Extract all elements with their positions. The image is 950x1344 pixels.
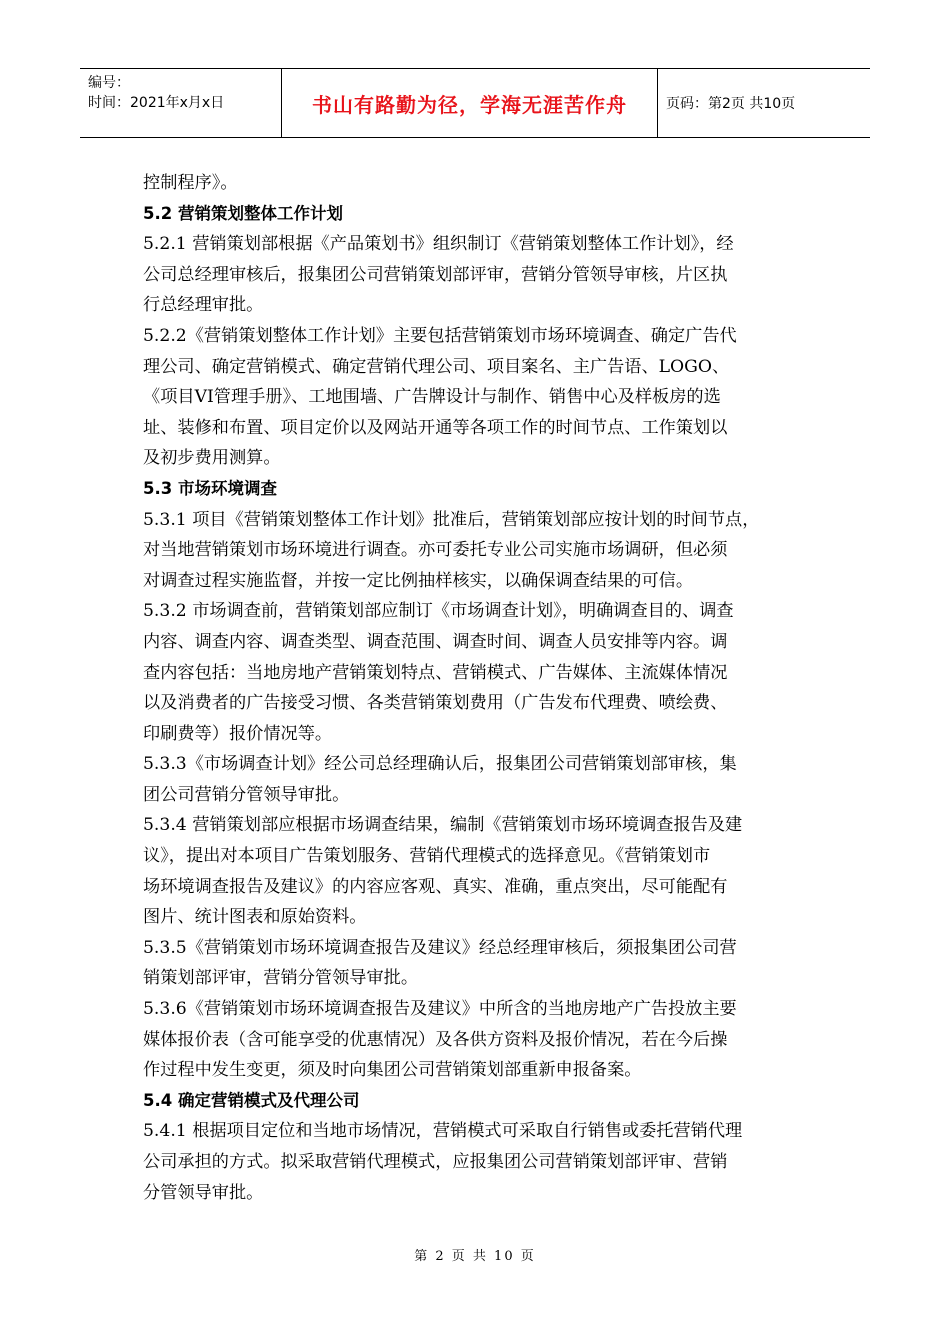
paragraph-line: 5.3.1 项目《营销策划整体工作计划》批准后，营销策划部应按计划的时间节点，: [143, 509, 760, 530]
paragraph-line: 团公司营销分管领导审批。: [143, 784, 350, 805]
time-label: 时间：2021年x月x日: [88, 95, 225, 111]
paragraph-line: 销策划部评审，营销分管领导审批。: [143, 968, 419, 989]
paragraph-line: 对调查过程实施监督，并按一定比例抽样核实，以确保调查结果的可信。: [143, 570, 694, 591]
paragraph-line: 5.3.3《市场调查计划》经公司总经理确认后，报集团公司营销策划部审核，集: [143, 754, 737, 775]
motto-text: 书山有路勤为径，学海无涯苦作舟: [312, 92, 627, 117]
paragraph-line: 场环境调查报告及建议》的内容应客观、真实、准确，重点突出，尽可能配有: [143, 876, 728, 897]
paragraph-line: 5.4.1 根据项目定位和当地市场情况，营销模式可采取自行销售或委托营销代理: [143, 1121, 743, 1142]
paragraph-line: 控制程序》。: [143, 173, 238, 193]
paragraph-line: 作过程中发生变更，须及时向集团公司营销策划部重新申报备案。: [143, 1060, 642, 1081]
paragraph-line: 5.2.1 营销策划部根据《产品策划书》组织制订《营销策划整体工作计划》，经: [143, 234, 734, 255]
section-heading: 5.4 确定营销模式及代理公司: [143, 1090, 360, 1110]
paragraph-line: 《项目VI管理手册》、工地围墙、广告牌设计与制作、销售中心及样板房的选: [143, 387, 721, 408]
header-motto-cell: [282, 69, 658, 137]
paragraph-line: 公司承担的方式。拟采取营销代理模式，应报集团公司营销策划部评审、营销: [143, 1152, 728, 1172]
paragraph-line: 理公司、确定营销模式、确定营销代理公司、项目案名、主广告语、LOGO、: [143, 356, 730, 377]
paragraph-line: 查内容包括：当地房地产营销策划特点、营销模式、广告媒体、主流媒体情况: [143, 662, 728, 683]
header-page-cell: [658, 69, 870, 137]
page-footer: 第 2 页 共 10 页: [414, 1249, 536, 1264]
paragraph-line: 印刷费等）报价情况等。: [143, 723, 333, 744]
paragraph-line: 5.2.2《营销策划整体工作计划》主要包括营销策划市场环境调查、确定广告代: [143, 325, 737, 346]
paragraph-line: 址、装修和布置、项目定价以及网站开通等各项工作的时间节点、工作策划以: [143, 417, 728, 438]
section-heading: 5.2 营销策划整体工作计划: [143, 203, 343, 223]
number-label: 编号：: [88, 75, 130, 91]
document-body: [143, 168, 813, 1208]
paragraph-line: 媒体报价表（含可能享受的优惠情况）及各供方资料及报价情况，若在今后操: [143, 1029, 728, 1050]
paragraph-line: 5.3.5《营销策划市场环境调查报告及建议》经总经理审核后，须报集团公司营: [143, 937, 737, 958]
paragraph-line: 分管领导审批。: [143, 1182, 264, 1203]
paragraph-line: 以及消费者的广告接受习惯、各类营销策划费用（广告发布代理费、喷绘费、: [143, 693, 728, 714]
paragraph-line: 行总经理审批。: [143, 295, 264, 316]
paragraph-line: 对当地营销策划市场环境进行调查。亦可委托专业公司实施市场调研，但必须: [143, 540, 728, 561]
paragraph-line: 及初步费用测算。: [143, 448, 281, 469]
paragraph-line: 5.3.6《营销策划市场环境调查报告及建议》中所含的当地房地产广告投放主要: [143, 999, 737, 1020]
header-meta-cell: [80, 69, 282, 137]
paragraph-line: 议》，提出对本项目广告策划服务、营销代理模式的选择意见。《营销策划市: [143, 846, 711, 867]
paragraph-line: 内容、调查内容、调查类型、调查范围、调查时间、调查人员安排等内容。调: [143, 631, 728, 652]
page-info: 页码：第2页 共10页: [666, 96, 796, 112]
page-header: [80, 68, 870, 138]
paragraph-line: 5.3.4 营销策划部应根据市场调查结果，编制《营销策划市场环境调查报告及建: [143, 815, 743, 836]
section-heading: 5.3 市场环境调查: [143, 478, 277, 498]
paragraph-line: 图片、统计图表和原始资料。: [143, 907, 367, 928]
paragraph-line: 5.3.2 市场调查前，营销策划部应制订《市场调查计划》，明确调查目的、调查: [143, 601, 734, 622]
paragraph-line: 公司总经理审核后，报集团公司营销策划部评审，营销分管领导审核，片区执: [143, 264, 728, 285]
